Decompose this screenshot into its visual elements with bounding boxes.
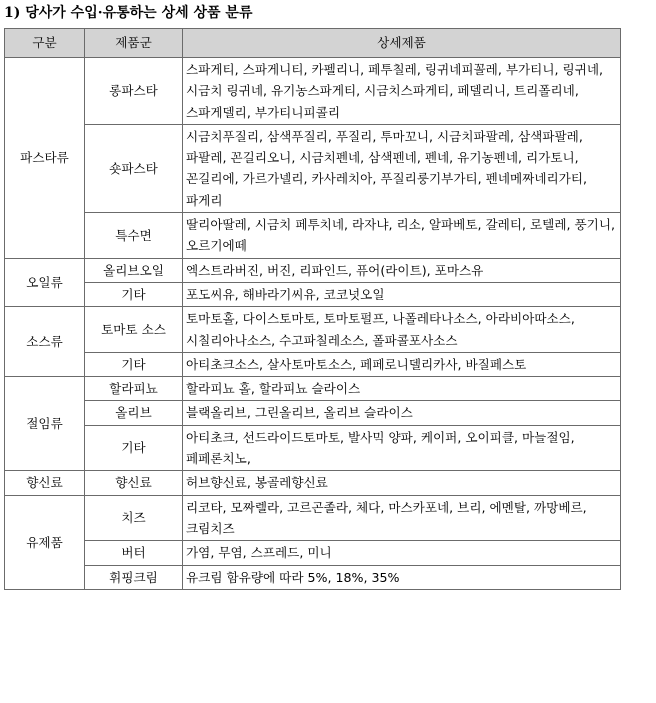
document-title: 1) 당사가 수입·유통하는 상세 상품 분류 — [4, 5, 253, 21]
detail-cell: 리코타, 모짜렐라, 고르곤졸라, 체다, 마스카포네, 브리, 에멘탈, 까망베르, 크림치즈 — [183, 495, 621, 541]
table-row — [5, 58, 621, 125]
product-group-cell: 롱파스타 — [85, 58, 183, 125]
product-group-cell: 휘핑크림 — [85, 565, 183, 589]
detail-cell: 허브향신료, 봉골레향신료 — [183, 471, 621, 495]
product-group-cell: 치즈 — [85, 495, 183, 541]
product-group-cell: 버터 — [85, 541, 183, 565]
table-row — [5, 565, 621, 589]
detail-cell: 아티초크소스, 살사토마토소스, 페페로니델리카사, 바질페스토 — [183, 352, 621, 376]
detail-cell: 시금치푸질리, 삼색푸질리, 푸질리, 투마꼬니, 시금치파팔레, 삼색파팔레, 파팔레, 꼰길리오니, 시금치펜네, 삼색펜네, 펜네, 유기농펜네, 리가토니, 꼰길리에, 가르가넬리, 카사레치아, 푸질리룽기부가티, 펜네메짜네리가티, 파게리 — [183, 124, 621, 212]
header-detail: 상세제품 — [183, 29, 621, 58]
table-row — [5, 541, 621, 565]
category-cell: 유제품 — [5, 495, 85, 589]
product-classification-table — [4, 28, 621, 590]
table-row — [5, 352, 621, 376]
product-group-cell: 향신료 — [85, 471, 183, 495]
table-row — [5, 124, 621, 212]
detail-cell: 블랙올리브, 그린올리브, 올리브 슬라이스 — [183, 401, 621, 425]
detail-cell: 유크림 함유량에 따라 5%, 18%, 35% — [183, 565, 621, 589]
detail-cell: 아티초크, 선드라이드토마토, 발사믹 양파, 케이퍼, 오이피클, 마늘절임, 페페론치노, — [183, 425, 621, 471]
category-cell: 소스류 — [5, 307, 85, 377]
table-row — [5, 495, 621, 541]
product-group-cell: 할라피뇨 — [85, 377, 183, 401]
product-group-cell: 숏파스타 — [85, 124, 183, 212]
category-cell: 향신료 — [5, 471, 85, 495]
detail-cell: 딸리아딸레, 시금치 페투치네, 라자냐, 리소, 알파베토, 갈레티, 로텔레, 풍기니, 오르기에떼 — [183, 213, 621, 259]
product-group-cell: 올리브 — [85, 401, 183, 425]
header-category: 구분 — [5, 29, 85, 58]
table-header-row — [5, 29, 621, 58]
product-group-cell: 기타 — [85, 425, 183, 471]
header-product-group: 제품군 — [85, 29, 183, 58]
product-group-cell: 기타 — [85, 282, 183, 306]
table-row — [5, 213, 621, 259]
table-row — [5, 425, 621, 471]
table-row — [5, 471, 621, 495]
detail-cell: 포도씨유, 해바라기씨유, 코코넛오일 — [183, 282, 621, 306]
detail-cell: 엑스트라버진, 버진, 리파인드, 퓨어(라이트), 포마스유 — [183, 258, 621, 282]
product-group-cell: 기타 — [85, 352, 183, 376]
detail-cell: 할라피뇨 홀, 할라피뇨 슬라이스 — [183, 377, 621, 401]
product-group-cell: 올리브오일 — [85, 258, 183, 282]
table-row — [5, 258, 621, 282]
product-group-cell: 토마토 소스 — [85, 307, 183, 353]
category-cell: 오일류 — [5, 258, 85, 307]
detail-cell: 가염, 무염, 스프레드, 미니 — [183, 541, 621, 565]
table-row — [5, 307, 621, 353]
detail-cell: 스파게티, 스파게니티, 카펠리니, 페투칠레, 링귀네피꼴레, 부가티니, 링귀네, 시금치 링귀네, 유기농스파게티, 시금치스파게티, 페델리니, 트리폴리네, 스파게델리, 부가티니피콜리 — [183, 58, 621, 125]
table-row — [5, 377, 621, 401]
table-row — [5, 401, 621, 425]
category-cell: 절임류 — [5, 377, 85, 471]
category-cell: 파스타류 — [5, 58, 85, 259]
detail-cell: 토마토홀, 다이스토마토, 토마토펄프, 나폴레타나소스, 아라비아따소스, 시칠리아나소스, 수고파칠레소스, 폴파콜포사소스 — [183, 307, 621, 353]
product-group-cell: 특수면 — [85, 213, 183, 259]
table-row — [5, 282, 621, 306]
